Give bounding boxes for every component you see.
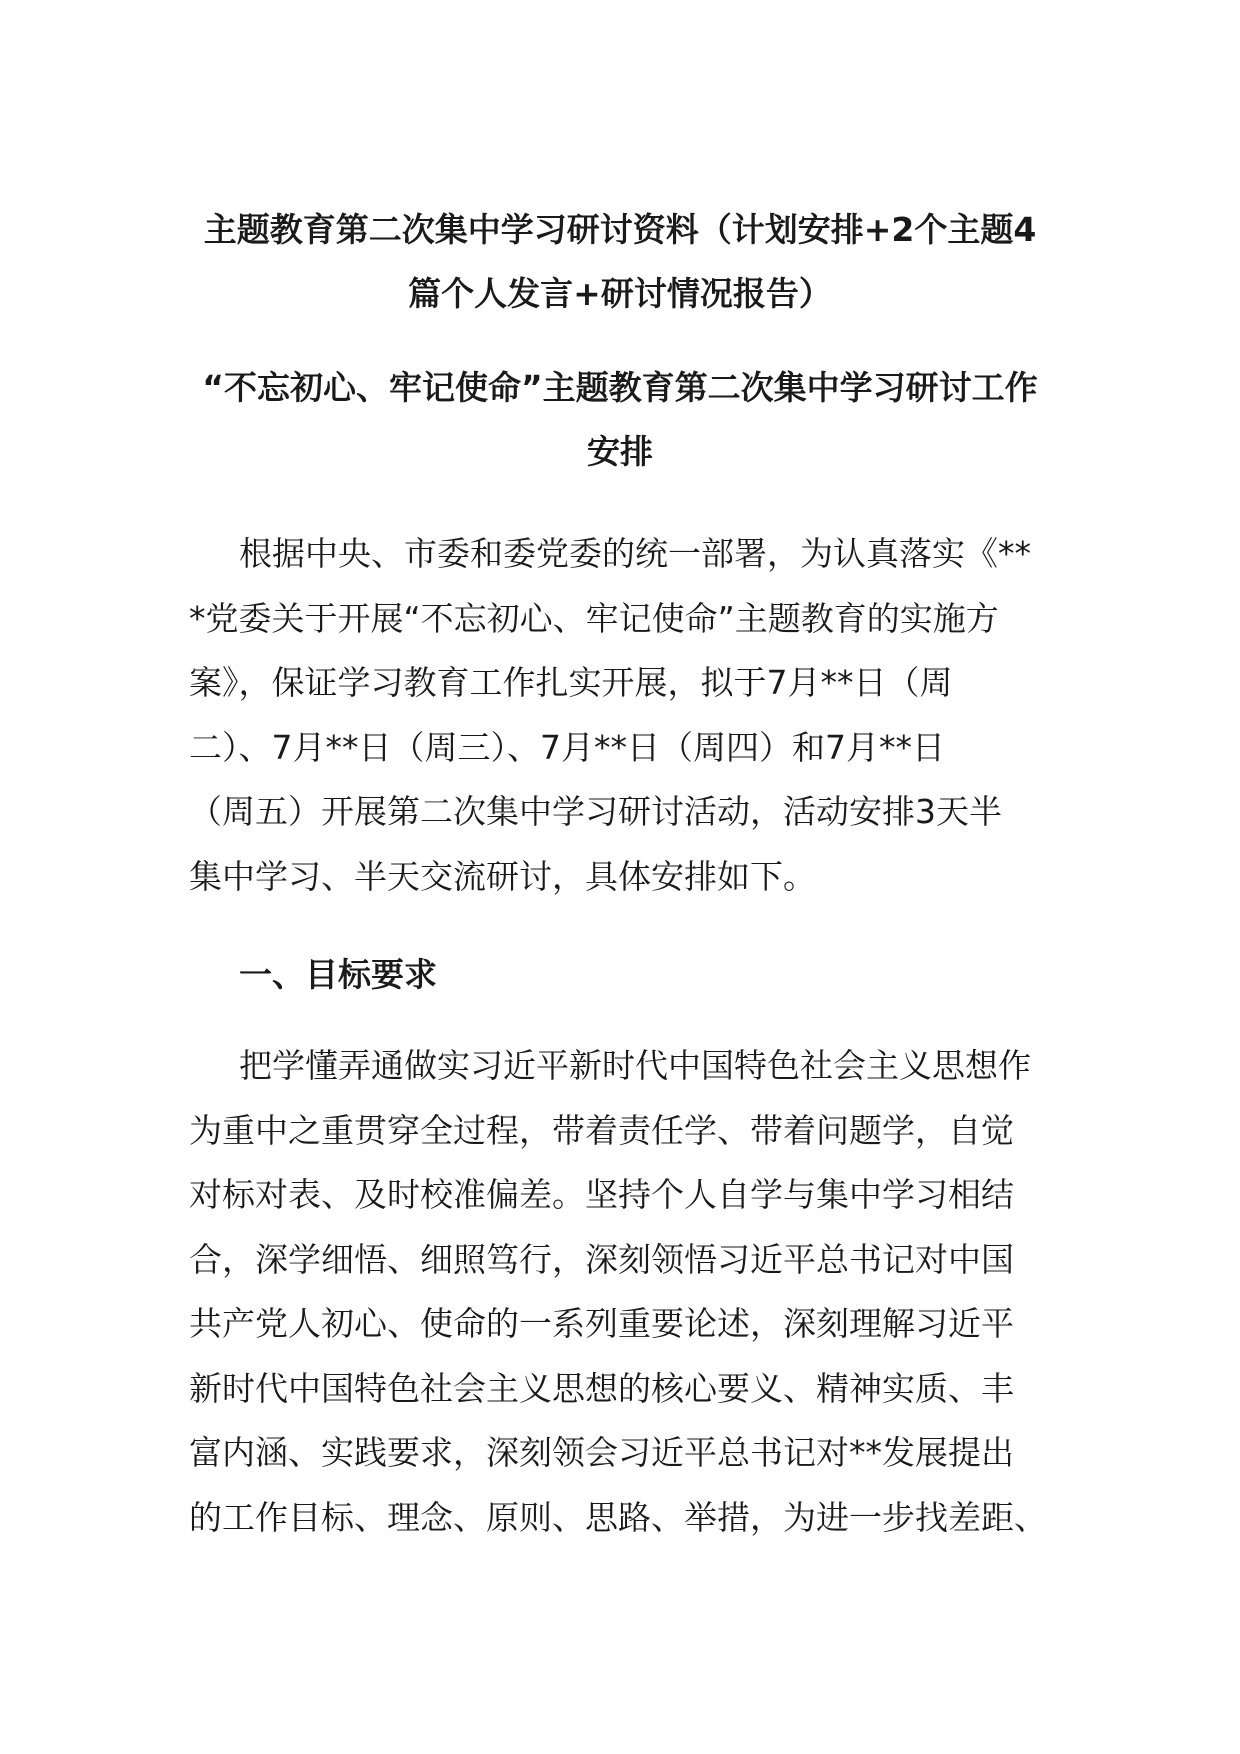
section-heading-goals: 一、目标要求 — [239, 955, 437, 994]
paragraph-line: 新时代中国特色社会主义思想的核心要义、精神实质、丰 — [189, 1368, 1014, 1408]
paragraph-line: 对标对表、及时校准偏差。坚持个人自学与集中学习相结 — [189, 1175, 1014, 1214]
paragraph-line: 共产党人初心、使命的一系列重要论述，深刻理解习近平 — [189, 1304, 1014, 1343]
goals-paragraph — [189, 1034, 1049, 1550]
paragraph-line: 把学懂弄通做实习近平新时代中国特色社会主义思想作 — [239, 1046, 1031, 1085]
intro-paragraph — [189, 522, 1049, 909]
paragraph-line: 合，深学细悟、细照笃行，深刻领悟习近平总书记对中国 — [189, 1239, 1014, 1279]
paragraph-line: *党委关于开展“不忘初心、牢记使命”主题教育的实施方 — [189, 598, 999, 638]
paragraph-line: 集中学习、半天交流研讨，具体安排如下。 — [189, 856, 816, 896]
paragraph-line: （周五）开展第二次集中学习研讨活动，活动安排3天半 — [189, 792, 1002, 831]
paragraph-line: 根据中央、市委和委党委的统一部署，为认真落实《** — [239, 534, 1031, 573]
document-title — [180, 198, 1060, 326]
paragraph-line: 的工作目标、理念、原则、思路、举措，为进一步找差距、 — [189, 1497, 1047, 1537]
document-subtitle-line: “不忘初心、牢记使命”主题教育第二次集中学习研讨工作 — [202, 368, 1038, 407]
document-title-line: 主题教育第二次集中学习研讨资料（计划安排+2个主题4 — [203, 210, 1037, 249]
paragraph-line: 案》，保证学习教育工作扎实开展，拟于7月**日（周 — [189, 663, 953, 702]
paragraph-line: 富内涵、实践要求，深刻领会习近平总书记对**发展提出 — [189, 1433, 1014, 1472]
paragraph-line: 为重中之重贯穿全过程，带着责任学、带着问题学，自觉 — [189, 1110, 1014, 1150]
paragraph-line: 二）、7月**日（周三）、7月**日（周四）和7月**日 — [189, 727, 945, 767]
document-title-line: 篇个人发言+研讨情况报告） — [408, 274, 832, 313]
document-subtitle — [180, 356, 1060, 484]
document-subtitle-line: 安排 — [587, 432, 653, 471]
